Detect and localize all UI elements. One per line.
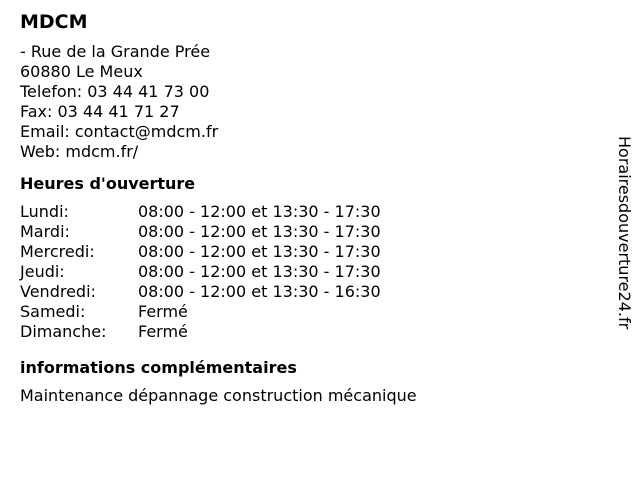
address-line-2: 60880 Le Meux <box>20 62 143 81</box>
hours-time: Fermé <box>138 322 188 341</box>
hours-day: Samedi: <box>20 302 86 321</box>
hours-time: Fermé <box>138 302 188 321</box>
hours-row <box>20 242 590 262</box>
phone-line: Telefon: 03 44 41 73 00 <box>20 82 210 101</box>
info-text: Maintenance dépannage construction mécanique <box>20 386 417 405</box>
business-name: MDCM <box>20 11 88 33</box>
web-line: Web: mdcm.fr/ <box>20 142 139 161</box>
info-title: informations complémentaires <box>20 358 297 377</box>
business-card <box>20 10 590 406</box>
hours-day: Mardi: <box>20 222 70 241</box>
hours-time: 08:00 - 12:00 et 13:30 - 17:30 <box>138 222 381 241</box>
hours-time: 08:00 - 12:00 et 13:30 - 17:30 <box>138 262 381 281</box>
hours-row <box>20 222 590 242</box>
hours-row <box>20 202 590 222</box>
hours-day: Jeudi: <box>20 262 65 281</box>
hours-row <box>20 322 590 342</box>
hours-time: 08:00 - 12:00 et 13:30 - 16:30 <box>138 282 381 301</box>
hours-day: Vendredi: <box>20 282 96 301</box>
hours-row <box>20 282 590 302</box>
site-watermark: Horairesdouverture24.fr <box>615 136 634 330</box>
hours-table <box>20 202 590 342</box>
hours-day: Mercredi: <box>20 242 95 261</box>
address-line-1: - Rue de la Grande Prée <box>20 42 211 61</box>
fax-line: Fax: 03 44 41 71 27 <box>20 102 180 121</box>
hours-day: Lundi: <box>20 202 69 221</box>
hours-row <box>20 262 590 282</box>
email-line: Email: contact@mdcm.fr <box>20 122 219 141</box>
hours-day: Dimanche: <box>20 322 107 341</box>
hours-time: 08:00 - 12:00 et 13:30 - 17:30 <box>138 202 381 221</box>
hours-row <box>20 302 590 322</box>
hours-time: 08:00 - 12:00 et 13:30 - 17:30 <box>138 242 381 261</box>
hours-title: Heures d'ouverture <box>20 174 196 193</box>
